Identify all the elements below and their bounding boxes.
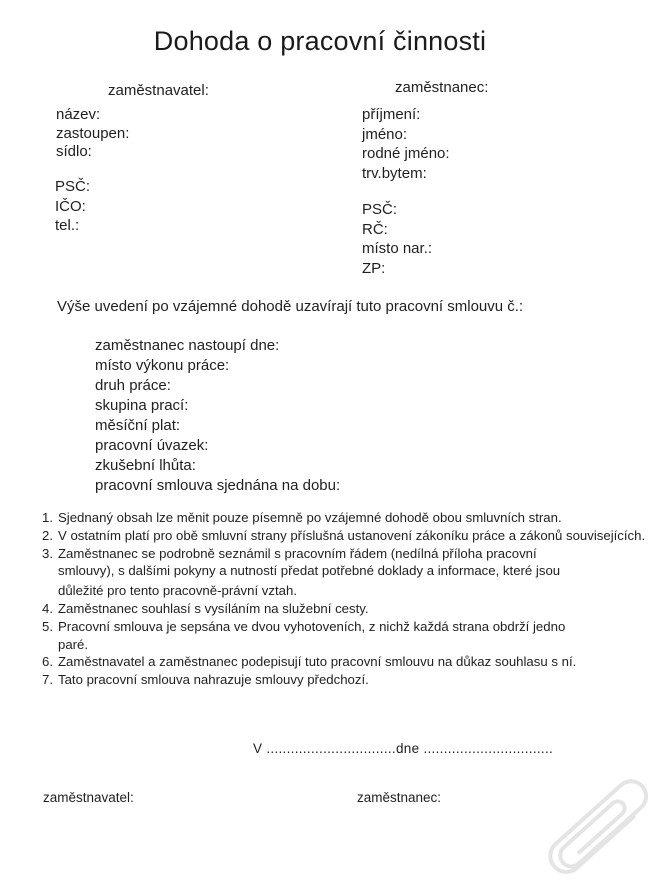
- term-text: Tato pracovní smlouva nahrazuje smlouvy předchozí.: [58, 672, 369, 688]
- field-label-psc-employer: PSČ:: [55, 178, 91, 195]
- field-label-sjednana-na-dobu: pracovní smlouva sjednána na dobu:: [95, 477, 341, 494]
- term-number: 1.: [42, 510, 53, 525]
- field-label-rc: RČ:: [362, 220, 388, 238]
- employer-section-heading: zaměstnavatel:: [108, 82, 209, 99]
- term-item-2: [42, 527, 645, 545]
- term-text: Zaměstnavatel a zaměstnanec podepisují tuto pracovní smlouvu na důkaz souhlasu s ní.: [58, 654, 577, 670]
- term-item-3-continued: [42, 562, 645, 580]
- contract-fields-block: [95, 336, 340, 496]
- term-item-4: [42, 600, 645, 618]
- term-number: [42, 562, 58, 580]
- term-item-7: [42, 671, 645, 689]
- term-text: Sjednaný obsah lze měnit pouze písemně po vzájemné dohodě obou smluvních stran.: [58, 510, 562, 525]
- term-text: paré.: [58, 636, 89, 652]
- field-label-skupina-praci: skupina prací:: [95, 397, 189, 414]
- term-item-5: [42, 618, 645, 636]
- term-number: 5.: [42, 618, 53, 634]
- employee-fields-block-2: [362, 200, 432, 278]
- field-label-nastoupi-dne: zaměstnanec nastoupí dne:: [95, 337, 280, 354]
- field-label-jmeno: jméno:: [362, 125, 408, 143]
- terms-list: [42, 509, 645, 689]
- term-text: smlouvy), s dalšími pokyny a nutností předat potřebné doklady a informace, které jsou: [58, 563, 561, 579]
- term-number: [42, 636, 58, 654]
- field-label-pracovni-uvazek: pracovní úvazek:: [95, 437, 209, 454]
- term-number: 4.: [42, 600, 53, 616]
- employee-signature-label: zaměstnanec:: [357, 790, 442, 805]
- page-title: Dohoda o pracovní činnosti: [153, 26, 487, 56]
- field-label-mesicni-plat: měsíční plat:: [95, 417, 181, 434]
- field-label-misto-nar: místo nar.:: [362, 240, 433, 257]
- employer-fields-block-2: [55, 177, 90, 236]
- term-number: 2.: [42, 527, 53, 543]
- field-label-psc-employee: PSČ:: [362, 201, 398, 218]
- field-label-zastoupen: zastoupen:: [56, 124, 130, 142]
- term-number: 3.: [42, 545, 53, 561]
- term-text: Zaměstnanec souhlasí s vysíláním na služební cesty.: [58, 600, 369, 616]
- field-label-nazev: název:: [56, 106, 101, 123]
- term-item-5-continued: [42, 636, 645, 654]
- term-text: důležité pro tento pracovně-právní vztah.: [58, 583, 297, 599]
- paperclip-icon: [526, 770, 652, 887]
- field-label-sidlo: sídlo:: [56, 143, 92, 160]
- field-label-misto-vykonu: místo výkonu práce:: [95, 357, 230, 374]
- intro-sentence: Výše uvedení po vzájemné dohodě uzavírají tuto pracovní smlouvu č.:: [57, 298, 524, 315]
- term-number: [42, 582, 58, 600]
- field-label-zp: ZP:: [362, 259, 386, 277]
- field-label-prijmeni: příjmení:: [362, 106, 421, 123]
- term-item-3: [42, 545, 645, 563]
- field-label-ico: IČO:: [55, 197, 86, 215]
- term-item-6: [42, 653, 645, 671]
- field-label-rodne-jmeno: rodné jméno:: [362, 145, 450, 162]
- term-item-1: [42, 509, 645, 527]
- field-label-druh-prace: druh práce:: [95, 377, 171, 394]
- place-and-date-line: V ................................dne ................................: [253, 741, 554, 756]
- field-label-tel: tel.:: [55, 217, 80, 234]
- term-item-3-continued: [42, 582, 645, 600]
- employee-fields-block-1: [362, 105, 450, 183]
- field-label-zkusebni-lhuta: zkušební lhůta:: [95, 457, 196, 474]
- employee-section-heading: zaměstnanec:: [395, 79, 489, 96]
- term-text: V ostatním platí pro obě smluvní strany příslušná ustanovení zákoníku práce a zákonů souvisejících.: [58, 527, 646, 543]
- employer-signature-label: zaměstnavatel:: [43, 790, 134, 805]
- field-label-trv-bytem: trv.bytem:: [362, 164, 427, 182]
- term-number: 6.: [42, 654, 53, 670]
- employer-fields-block-1: [56, 106, 129, 162]
- term-text: Pracovní smlouva je sepsána ve dvou vyhotoveních, z nichž každá strana obdrží jedno: [58, 618, 566, 634]
- term-number: 7.: [42, 672, 53, 688]
- term-text: Zaměstnanec se podrobně seznámil s pracovním řádem (nedílná příloha pracovní: [58, 545, 537, 561]
